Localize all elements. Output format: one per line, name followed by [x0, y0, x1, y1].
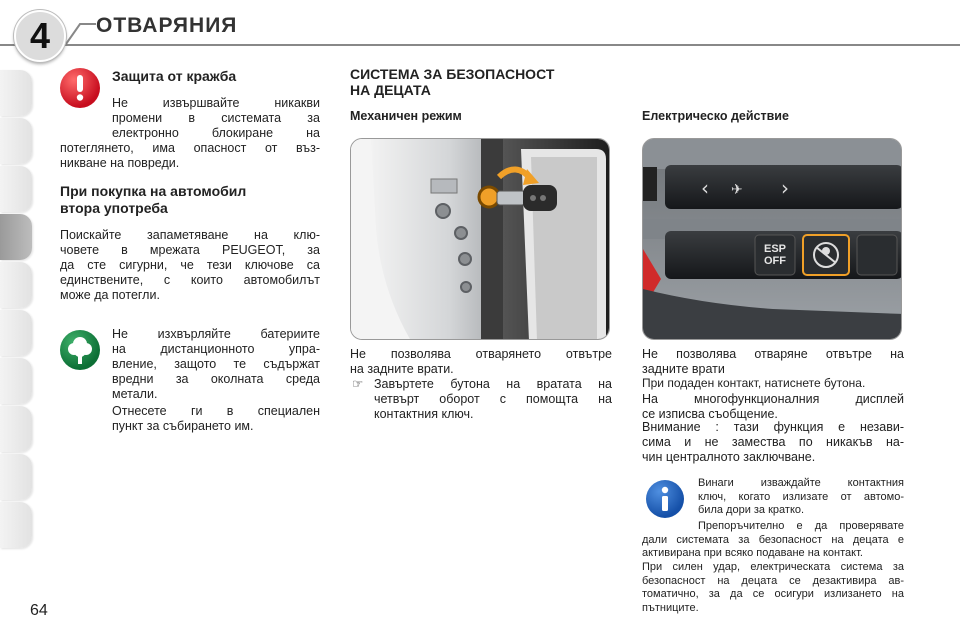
page-number: 64: [30, 602, 48, 619]
svg-text:›: ›: [781, 176, 789, 200]
info-text-1: Винаги изваждайте контактния ключ, когато излизате от автомо- била дори за кратко.: [698, 477, 904, 516]
header-notch: [66, 22, 96, 46]
side-tab-1[interactable]: [0, 70, 32, 116]
tree-icon: [60, 330, 100, 370]
side-tab-4-active[interactable]: [0, 214, 32, 260]
side-tab-8[interactable]: [0, 406, 32, 452]
chapter-title: ОТВАРЯНИЯ: [96, 14, 238, 37]
side-tab-6[interactable]: [0, 310, 32, 356]
header-line-right: [62, 44, 960, 46]
electric-text-1: Не позволява отваряне отвътре на задните врати: [642, 347, 904, 376]
electric-text-3: На многофункционалния дисплей се изписва съобщение.: [642, 392, 904, 421]
theft-text: потеглянето, има опасност от въз- никване на повреди.: [60, 141, 320, 170]
side-tabs: [0, 70, 32, 570]
door-lock-photo: [350, 138, 610, 340]
info-text-2: Препоръчително е да проверявате дали системата за безопасност на децата е активирана при всяко подаване на контакт.: [642, 520, 904, 559]
esp-label: ESP: [763, 243, 786, 255]
info-icon: [646, 480, 684, 518]
battery-text: Не изхвърляйте батериите на дистанционното упра- вление, защото те съдържат вредни за околната среда метали. Отнесете ги в специален пункт за събирането им.: [112, 327, 320, 433]
side-tab-9[interactable]: [0, 454, 32, 500]
electric-title: Електрическо действие: [642, 109, 789, 123]
chapter-header: [0, 0, 960, 64]
side-tab-10[interactable]: [0, 502, 32, 548]
dashboard-buttons-photo: [642, 138, 902, 340]
mechanical-text: Не позволява отварянето отвътре на задните врати.: [350, 347, 612, 376]
theft-text-indented: Не извършвайте никакви промени в системата за електронно блокиране на: [112, 96, 320, 140]
side-tab-3[interactable]: [0, 166, 32, 212]
mechanical-instruction: Завъртете бутона на вратата на четвърт оборот с помощта на контактния ключ.: [374, 377, 612, 421]
side-tab-5[interactable]: [0, 262, 32, 308]
second-hand-text: Поискайте запаметяване на клю- човете в мрежата PEUGEOT, за да сте сигурни, че тези ключове са единствените, с които автомобилът може да потегли.: [60, 228, 320, 302]
child-safety-title: СИСТЕМА ЗА БЕЗОПАСНОСТ НА ДЕЦАТА: [350, 66, 555, 98]
svg-text:‹: ‹: [701, 176, 709, 200]
side-tab-2[interactable]: [0, 118, 32, 164]
off-label: OFF: [764, 255, 786, 267]
side-tab-7[interactable]: [0, 358, 32, 404]
exclamation-icon: [60, 68, 100, 108]
chapter-number: 4: [14, 10, 66, 62]
esp-off-button[interactable]: [757, 243, 793, 267]
info-text-3: При силен удар, електрическата система за безопасност на децата се дезактивира ав- томатично, за да се осигури излизането на пътниците.: [642, 561, 904, 614]
pointing-hand-icon: ☞: [352, 377, 364, 391]
svg-text:✈: ✈: [731, 182, 743, 198]
mechanical-title: Механичен режим: [350, 109, 462, 123]
second-hand-title: При покупка на автомобил втора употреба: [60, 183, 247, 216]
electric-text-2: При подаден контакт, натиснете бутона.: [642, 376, 866, 390]
theft-title: Защита от кражба: [112, 68, 237, 84]
electric-warning: Внимание : тази функция е незави- сима и не замества по никакъв на- чин централното заключване.: [642, 420, 904, 464]
